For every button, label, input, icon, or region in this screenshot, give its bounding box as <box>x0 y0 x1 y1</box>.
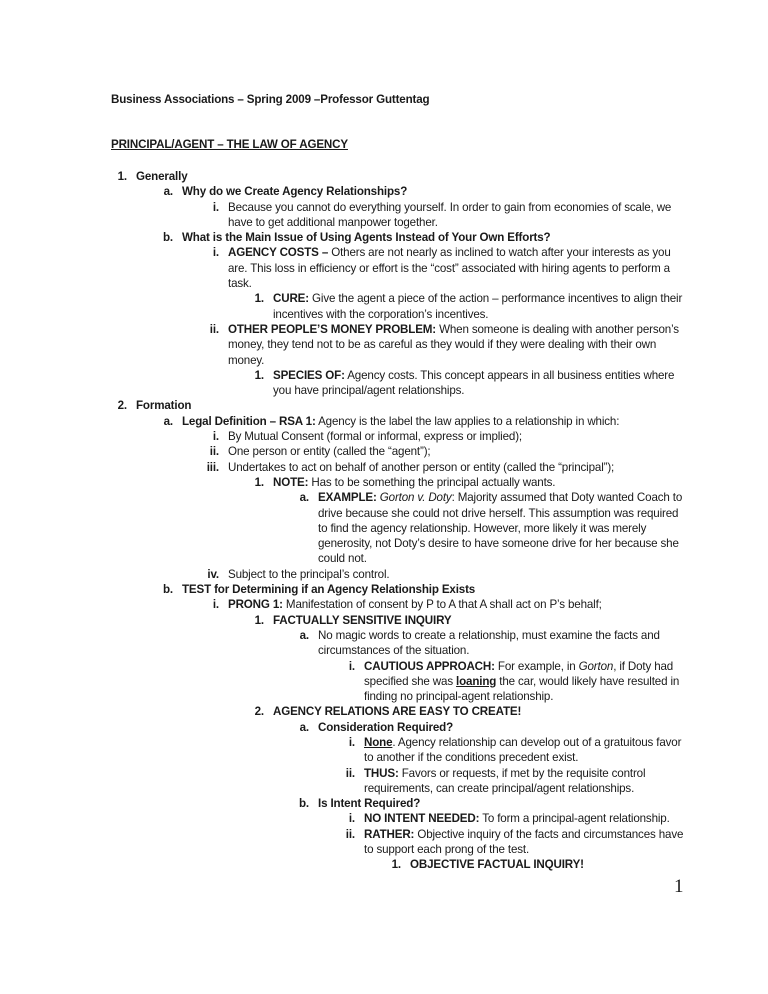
list-marker: a. <box>299 491 309 505</box>
list-marker: 1. <box>391 858 401 872</box>
text-run: Subject to the principal’s control. <box>228 567 390 581</box>
list-marker: 1. <box>254 368 264 382</box>
list-marker: 2. <box>117 399 127 413</box>
outline-item <box>209 444 688 459</box>
text-run: CURE: <box>273 292 309 306</box>
text-run: : Majority assumed that Doty wanted Coach to drive because she could not drive herself. This assumption was required to find the agency relationship. However, more likely it was merely generosity, not Doty’s desire to have someone drive for her because she could not. <box>318 491 683 566</box>
text-run: Legal Definition – RSA 1: <box>182 414 316 428</box>
outline-item <box>212 597 688 612</box>
list-marker: i. <box>212 598 219 612</box>
text-run: OTHER PEOPLE’S MONEY PROBLEM: <box>228 322 437 336</box>
list-marker: a. <box>299 720 309 734</box>
outline-item <box>254 704 688 719</box>
outline-item <box>391 857 688 872</box>
text-run: Objective inquiry of the facts and circumstances have to support each prong of the test. <box>364 827 684 857</box>
outline-item <box>254 613 688 628</box>
outline-item <box>163 184 688 199</box>
outline-item <box>345 827 688 858</box>
outline-item <box>117 169 688 184</box>
item-text <box>364 811 688 826</box>
item-text <box>273 704 688 719</box>
item-text <box>318 490 688 566</box>
item-text <box>182 230 688 245</box>
text-run: Generally <box>136 170 188 183</box>
text-run: Give the agent a piece of the action – performance incentives to align their incentives with the corporation’s incentives. <box>273 292 683 321</box>
outline-item <box>299 490 688 566</box>
text-run: AGENCY COSTS – <box>228 246 332 260</box>
outline-item <box>254 368 688 399</box>
item-text <box>364 766 688 797</box>
text-run: Because you cannot do everything yourself. In order to gain from economies of scale, we have to get additional manpower together. <box>228 200 672 229</box>
list-marker: i. <box>212 246 219 260</box>
list-marker: 1. <box>117 170 127 183</box>
item-text <box>228 444 688 459</box>
text-run: Agency is the label the law applies to a relationship in which: <box>315 414 620 428</box>
list-marker: ii. <box>209 322 219 336</box>
text-run: Formation <box>136 399 192 413</box>
outline-item <box>348 735 688 766</box>
text-run: NO INTENT NEEDED: <box>364 812 480 826</box>
outline-item <box>207 567 688 582</box>
item-text <box>136 169 688 184</box>
list-marker: b. <box>298 797 309 811</box>
item-text <box>318 628 688 659</box>
list-marker: i. <box>348 659 355 673</box>
outline-item <box>348 811 688 826</box>
text-run: , if Doty had specified she was <box>364 659 674 688</box>
outline-item <box>212 429 688 444</box>
text-run: Gorton v. Doty <box>379 491 452 505</box>
text-run: TEST for Determining if an Agency Relationship Exists <box>182 583 476 597</box>
text-run: To form a principal-agent relationship. <box>479 812 670 826</box>
text-run: loaning <box>456 674 497 688</box>
list-marker: 1. <box>254 292 264 306</box>
section-heading: PRINCIPAL/AGENT – THE LAW OF AGENCY <box>111 138 348 151</box>
text-run: No magic words to create a relationship, must examine the facts and circumstances of the situation. <box>318 628 660 658</box>
list-marker: 2. <box>254 705 264 719</box>
item-text <box>273 291 688 322</box>
text-run: None <box>364 735 393 749</box>
text-run: Others are not nearly as inclined to watch after your interests as you are. This loss in efficiency or effort is the “cost” associated with hiring agents to perform a task. <box>228 246 671 291</box>
list-marker: ii. <box>345 766 355 780</box>
item-text <box>273 368 688 399</box>
text-run: When someone is dealing with another person’s money, they tend not to be as careful as they would if they were dealing with their own money. <box>228 322 679 367</box>
outline-item <box>117 398 688 413</box>
list-marker: 1. <box>254 475 264 489</box>
text-run: AGENCY RELATIONS ARE EASY TO CREATE! <box>273 705 522 719</box>
outline-item <box>206 460 688 475</box>
item-text <box>228 200 688 231</box>
outline-item <box>254 291 688 322</box>
text-run: Why do we Create Agency Relationships? <box>182 185 408 199</box>
text-run: PRONG 1: <box>228 598 283 612</box>
list-marker: b. <box>162 231 173 245</box>
list-marker: iii. <box>206 460 219 474</box>
text-run: Agency costs. This concept appears in all business entities where you have principal/agent relationships. <box>273 368 675 398</box>
text-run: the car, would likely have resulted in finding no principal-agent relationship. <box>364 674 680 704</box>
item-text <box>228 567 688 582</box>
list-marker: i. <box>212 430 219 444</box>
outline-list <box>0 169 768 873</box>
text-run: NOTE: <box>273 475 309 489</box>
list-marker: ii. <box>345 827 355 841</box>
outline-item <box>209 322 688 368</box>
document-title: Business Associations – Spring 2009 –Professor Guttentag <box>111 93 430 106</box>
item-text <box>318 720 688 735</box>
list-marker: i. <box>348 812 355 826</box>
item-text <box>228 429 688 444</box>
list-marker: i. <box>212 200 219 214</box>
outline-item <box>162 582 688 597</box>
text-run: FACTUALLY SENSITIVE INQUIRY <box>273 613 452 627</box>
text-run: EXAMPLE: <box>318 491 377 505</box>
text-run: One person or entity (called the “agent”); <box>228 445 431 459</box>
list-marker: ii. <box>209 445 219 459</box>
item-text <box>136 398 688 413</box>
outline-item <box>212 245 688 291</box>
list-marker: 1. <box>254 613 264 627</box>
item-text <box>228 245 688 291</box>
text-run: Has to be something the principal actually wants. <box>308 475 556 489</box>
item-text <box>410 857 688 872</box>
text-run: Manifestation of consent by P to A that A shall act on P’s behalf; <box>282 598 602 612</box>
text-run: Favors or requests, if met by the requisite control requirements, can create principal/agent relationships. <box>364 766 646 795</box>
outline-item <box>299 720 688 735</box>
text-run: . Agency relationship can develop out of a gratuitous favor to another if the conditions precedent exist. <box>364 735 682 765</box>
text-run: SPECIES OF: <box>273 368 345 382</box>
text-run: By Mutual Consent (formal or informal, express or implied); <box>228 430 522 444</box>
list-marker: b. <box>162 583 173 597</box>
outline-item <box>162 230 688 245</box>
item-text <box>228 597 688 612</box>
text-run: Gorton <box>578 659 614 673</box>
text-run: What is the Main Issue of Using Agents Instead of Your Own Efforts? <box>182 231 551 245</box>
text-run: For example, in <box>494 659 579 673</box>
item-text <box>364 827 688 858</box>
item-text <box>182 184 688 199</box>
text-run: CAUTIOUS APPROACH: <box>364 659 495 673</box>
item-text <box>228 460 688 475</box>
outline-item <box>163 414 688 429</box>
text-run: THUS: <box>364 766 399 780</box>
item-text <box>364 659 688 705</box>
outline-item <box>345 766 688 797</box>
item-text <box>228 322 688 368</box>
list-marker: a. <box>163 185 173 199</box>
list-marker: a. <box>299 628 309 642</box>
outline-item <box>299 628 688 659</box>
list-marker: i. <box>348 735 355 749</box>
list-marker: iv. <box>207 567 219 581</box>
text-run: Consideration Required? <box>318 720 454 734</box>
list-marker: a. <box>163 414 173 428</box>
item-text <box>182 582 688 597</box>
item-text <box>182 414 688 429</box>
outline-item <box>298 796 688 811</box>
page-number: 1 <box>674 876 684 897</box>
item-text <box>273 613 688 628</box>
outline-item <box>254 475 688 490</box>
text-run: OBJECTIVE FACTUAL INQUIRY! <box>410 858 584 872</box>
item-text <box>318 796 688 811</box>
text-run: RATHER: <box>364 827 415 841</box>
item-text <box>364 735 688 766</box>
text-run: Undertakes to act on behalf of another person or entity (called the “principal”); <box>228 460 615 474</box>
text-run: Is Intent Required? <box>318 797 421 811</box>
outline-item <box>212 200 688 231</box>
item-text <box>273 475 688 490</box>
outline-item <box>348 659 688 705</box>
